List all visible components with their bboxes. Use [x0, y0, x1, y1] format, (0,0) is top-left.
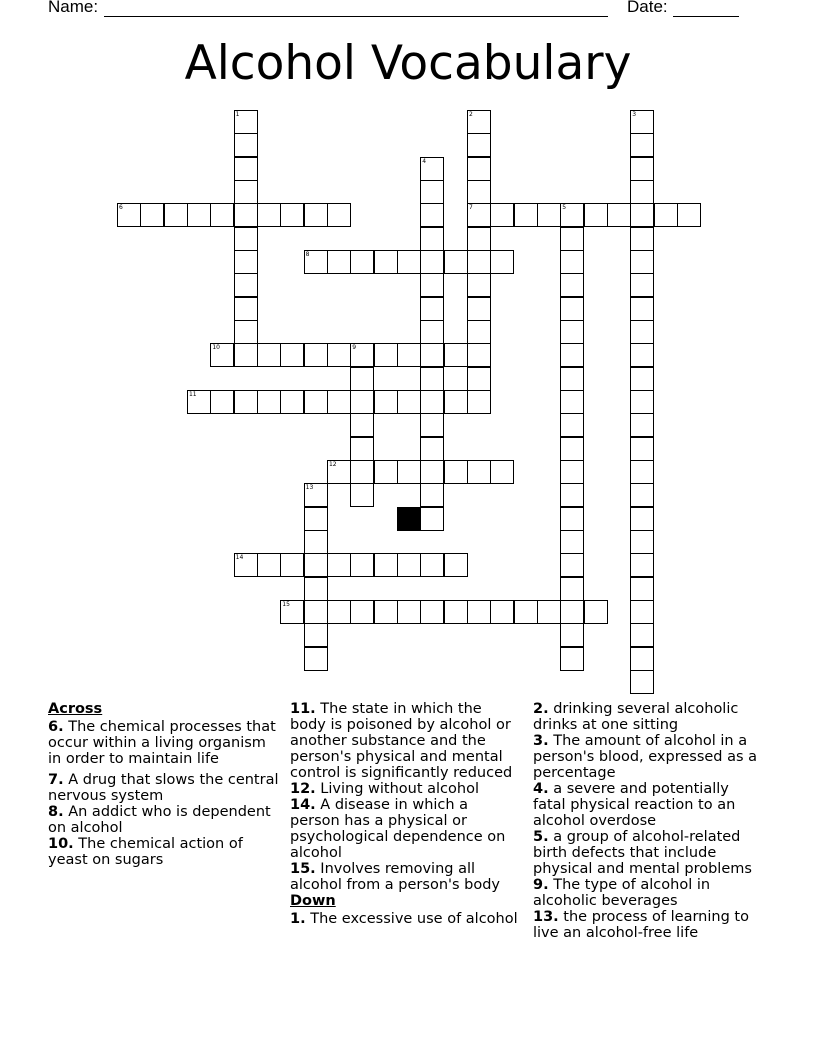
crossword-cell[interactable] [560, 273, 584, 297]
crossword-cell[interactable] [630, 343, 654, 367]
crossword-cell[interactable] [560, 343, 584, 367]
crossword-cell[interactable] [397, 250, 421, 274]
crossword-cell[interactable] [490, 600, 514, 624]
black-square [397, 507, 421, 531]
crossword-cell[interactable] [560, 320, 584, 344]
clue-text: A drug that slows the central nervous system [48, 772, 279, 804]
crossword-cell[interactable] [280, 600, 304, 624]
clue-column-2 [290, 701, 522, 927]
crossword-cell[interactable] [630, 460, 654, 484]
crossword-cell[interactable] [560, 413, 584, 437]
crossword-cell[interactable] [630, 180, 654, 204]
crossword-cell[interactable] [630, 623, 654, 647]
crossword-cell[interactable] [630, 297, 654, 321]
cell-number: 12 [328, 460, 337, 468]
crossword-cell[interactable] [210, 343, 234, 367]
crossword-cell[interactable] [374, 250, 398, 274]
crossword-cell[interactable] [420, 203, 444, 227]
clue-text: The excessive use of alcohol [310, 911, 518, 927]
clue-text: a severe and potentially fatal physical reaction to an alcohol overdose [533, 781, 736, 829]
crossword-cell[interactable] [420, 553, 444, 577]
crossword-cell[interactable] [187, 203, 211, 227]
crossword-cell[interactable] [327, 460, 351, 484]
crossword-cell[interactable] [560, 437, 584, 461]
crossword-cell[interactable] [630, 133, 654, 157]
crossword-cell[interactable] [444, 390, 468, 414]
clue-item [533, 781, 765, 829]
crossword-cell[interactable] [420, 273, 444, 297]
cell-number: 7 [468, 204, 473, 212]
crossword-cell[interactable] [560, 553, 584, 577]
clue-number: 4. [533, 781, 549, 797]
crossword-cell[interactable] [584, 203, 608, 227]
crossword-cell[interactable] [257, 390, 281, 414]
crossword-cell[interactable] [444, 343, 468, 367]
crossword-cell[interactable] [374, 600, 398, 624]
crossword-cell[interactable] [327, 203, 351, 227]
crossword-cell[interactable] [560, 600, 584, 624]
across-heading: Across [48, 701, 103, 717]
crossword-cell[interactable] [467, 297, 491, 321]
crossword-cell[interactable] [420, 413, 444, 437]
crossword-cell[interactable] [420, 367, 444, 391]
crossword-cell[interactable] [420, 297, 444, 321]
crossword-cell[interactable] [514, 600, 538, 624]
crossword-cell[interactable] [234, 320, 258, 344]
crossword-cell[interactable] [467, 600, 491, 624]
crossword-cell[interactable] [350, 600, 374, 624]
crossword-cell[interactable] [327, 250, 351, 274]
clue-item [290, 701, 522, 781]
crossword-cell[interactable] [630, 670, 654, 694]
crossword-cell[interactable] [234, 390, 258, 414]
crossword-cell[interactable] [257, 203, 281, 227]
crossword-cell[interactable] [350, 437, 374, 461]
clue-text: a group of alcohol-related birth defects that include physical and mental problems [533, 829, 752, 877]
crossword-cell[interactable] [444, 250, 468, 274]
clue-number: 9. [533, 877, 549, 893]
crossword-cell[interactable] [140, 203, 164, 227]
down-heading: Down [290, 893, 336, 909]
crossword-cell[interactable] [630, 250, 654, 274]
crossword-cell[interactable] [514, 203, 538, 227]
crossword-cell[interactable] [397, 600, 421, 624]
crossword-cell[interactable] [467, 273, 491, 297]
crossword-cell[interactable] [374, 553, 398, 577]
crossword-cell[interactable] [374, 390, 398, 414]
crossword-cell[interactable] [467, 460, 491, 484]
crossword-cell[interactable] [607, 203, 631, 227]
crossword-cell[interactable] [164, 203, 188, 227]
clue-item [290, 861, 522, 893]
crossword-cell[interactable] [560, 483, 584, 507]
crossword-cell[interactable] [444, 553, 468, 577]
crossword-cell[interactable] [304, 600, 328, 624]
clue-item [290, 781, 522, 797]
cell-number: 8 [305, 250, 310, 258]
crossword-cell[interactable] [350, 343, 374, 367]
clue-item [48, 772, 280, 804]
clue-item [533, 829, 765, 877]
crossword-cell[interactable] [444, 600, 468, 624]
clue-number: 3. [533, 733, 549, 749]
cell-number: 15 [282, 600, 290, 608]
clue-number: 6. [48, 719, 64, 735]
crossword-cell[interactable] [560, 203, 584, 227]
crossword-cell[interactable] [420, 157, 444, 181]
crossword-cell[interactable] [560, 250, 584, 274]
crossword-cell[interactable] [630, 227, 654, 251]
crossword-cell[interactable] [327, 343, 351, 367]
crossword-cell[interactable] [630, 320, 654, 344]
crossword-cell[interactable] [304, 483, 328, 507]
clue-text: A disease in which a person has a physical or psychological dependence on alcohol [290, 797, 506, 861]
clue-number: 2. [533, 701, 549, 717]
crossword-cell[interactable] [234, 297, 258, 321]
crossword-cell[interactable] [350, 413, 374, 437]
crossword-cell[interactable] [350, 390, 374, 414]
crossword-cell[interactable] [420, 250, 444, 274]
crossword-cell[interactable] [304, 553, 328, 577]
clue-item [48, 836, 280, 868]
crossword-cell[interactable] [350, 367, 374, 391]
crossword-cell[interactable] [304, 250, 328, 274]
crossword-cell[interactable] [420, 343, 444, 367]
crossword-cell[interactable] [630, 647, 654, 671]
crossword-cell[interactable] [560, 390, 584, 414]
cell-number: 13 [305, 484, 314, 492]
clue-text: The state in which the body is poisoned by alcohol or another substance and the person's physical and mental control is significantly reduced [290, 701, 513, 781]
clue-text: The type of alcohol in alcoholic beverages [533, 877, 711, 909]
crossword-cell[interactable] [560, 227, 584, 251]
crossword-cell[interactable] [630, 203, 654, 227]
crossword-cell[interactable] [210, 390, 234, 414]
clue-item [48, 719, 280, 767]
clue-item [290, 797, 522, 861]
cell-number: 2 [468, 111, 473, 118]
cell-number: 14 [235, 554, 244, 562]
crossword-cell[interactable] [630, 577, 654, 601]
crossword-cell[interactable] [304, 530, 328, 554]
cell-number: 5 [562, 204, 567, 212]
crossword-cell[interactable] [304, 390, 328, 414]
crossword-cell[interactable] [234, 110, 258, 134]
crossword-cell[interactable] [467, 227, 491, 251]
crossword-cell[interactable] [397, 553, 421, 577]
crossword-cell[interactable] [630, 530, 654, 554]
crossword-cell[interactable] [234, 157, 258, 181]
crossword-cell[interactable] [280, 203, 304, 227]
cell-number: 10 [212, 344, 220, 352]
clue-item [533, 877, 765, 909]
crossword-cell[interactable] [350, 460, 374, 484]
cell-number: 9 [352, 344, 357, 352]
crossword-cell[interactable] [490, 250, 514, 274]
clue-text: Living without alcohol [320, 781, 479, 797]
crossword-cell[interactable] [467, 343, 491, 367]
crossword-cell[interactable] [234, 203, 258, 227]
crossword-cell[interactable] [397, 390, 421, 414]
crossword-cell[interactable] [467, 367, 491, 391]
date-label: Date: [627, 0, 668, 16]
crossword-cell[interactable] [397, 343, 421, 367]
crossword-cell[interactable] [467, 133, 491, 157]
crossword-cell[interactable] [327, 553, 351, 577]
crossword-cell[interactable] [234, 250, 258, 274]
crossword-cell[interactable] [420, 227, 444, 251]
crossword-cell[interactable] [257, 343, 281, 367]
crossword-cell[interactable] [350, 483, 374, 507]
crossword-cell[interactable] [350, 553, 374, 577]
crossword-cell[interactable] [630, 413, 654, 437]
crossword-cell[interactable] [490, 203, 514, 227]
crossword-cell[interactable] [490, 460, 514, 484]
crossword-cell[interactable] [560, 460, 584, 484]
cell-number: 6 [119, 204, 123, 212]
crossword-cell[interactable] [257, 553, 281, 577]
crossword-cell[interactable] [630, 483, 654, 507]
crossword-cell[interactable] [374, 343, 398, 367]
crossword-cell[interactable] [630, 110, 654, 134]
crossword-cell[interactable] [560, 647, 584, 671]
clue-item [533, 733, 765, 781]
clue-text: The chemical action of yeast on sugars [48, 836, 243, 868]
crossword-cell[interactable] [234, 273, 258, 297]
clue-item [48, 804, 280, 836]
crossword-cell[interactable] [630, 367, 654, 391]
cell-number: 11 [188, 390, 197, 398]
crossword-cell[interactable] [560, 623, 584, 647]
crossword-cell[interactable] [280, 553, 304, 577]
crossword-cell[interactable] [560, 507, 584, 531]
cell-number: 3 [632, 111, 637, 118]
crossword-cell[interactable] [374, 460, 398, 484]
clue-text: An addict who is dependent on alcohol [48, 804, 271, 836]
crossword-cell[interactable] [210, 203, 234, 227]
crossword-cell[interactable] [304, 647, 328, 671]
crossword-cell[interactable] [560, 367, 584, 391]
crossword-cell[interactable] [467, 250, 491, 274]
name-label: Name: [48, 0, 99, 16]
clue-column-3 [533, 701, 765, 941]
crossword-cell[interactable] [420, 437, 444, 461]
clue-number: 15. [290, 861, 316, 877]
crossword-cell[interactable] [350, 250, 374, 274]
clue-text: the process of learning to live an alcohol-free life [533, 909, 749, 941]
crossword-cell[interactable] [420, 390, 444, 414]
clue-number: 10. [48, 836, 74, 852]
crossword-cell[interactable] [677, 203, 701, 227]
clue-item [533, 909, 765, 941]
clue-text: drinking several alcoholic drinks at one sitting [533, 701, 739, 733]
crossword-cell[interactable] [234, 227, 258, 251]
crossword-cell[interactable] [304, 623, 328, 647]
crossword-cell[interactable] [654, 203, 678, 227]
crossword-cell[interactable] [537, 600, 561, 624]
clue-number: 11. [290, 701, 316, 717]
cell-number: 1 [235, 111, 240, 118]
crossword-cell[interactable] [420, 507, 444, 531]
clue-number: 14. [290, 797, 316, 813]
crossword-cell[interactable] [630, 553, 654, 577]
clue-number: 5. [533, 829, 549, 845]
clue-number: 1. [290, 911, 306, 927]
crossword-cell[interactable] [630, 390, 654, 414]
crossword-cell[interactable] [397, 460, 421, 484]
crossword-cell[interactable] [630, 507, 654, 531]
crossword-cell[interactable] [630, 437, 654, 461]
crossword-cell[interactable] [467, 203, 491, 227]
crossword-cell[interactable] [467, 180, 491, 204]
puzzle-title: Alcohol Vocabulary [184, 36, 632, 91]
crossword-cell[interactable] [560, 577, 584, 601]
crossword-cell[interactable] [467, 110, 491, 134]
crossword-cell[interactable] [280, 343, 304, 367]
crossword-cell[interactable] [420, 180, 444, 204]
crossword-cell[interactable] [304, 507, 328, 531]
crossword-cell[interactable] [420, 600, 444, 624]
clue-text: The amount of alcohol in a person's blood, expressed as a percentage [533, 733, 758, 781]
clue-item [533, 701, 765, 733]
crossword-cell[interactable] [537, 203, 561, 227]
crossword-cell[interactable] [467, 320, 491, 344]
clue-item [290, 911, 522, 927]
crossword-cell[interactable] [234, 343, 258, 367]
clue-number: 7. [48, 772, 64, 788]
crossword-cell[interactable] [420, 460, 444, 484]
crossword-cell[interactable] [234, 133, 258, 157]
crossword-cell[interactable] [630, 600, 654, 624]
crossword-cell[interactable] [560, 530, 584, 554]
crossword-cell[interactable] [304, 343, 328, 367]
clue-text: The chemical processes that occur within a living organism in order to maintain life [48, 719, 276, 767]
crossword-cell[interactable] [420, 483, 444, 507]
cell-number: 4 [422, 157, 427, 165]
clue-number: 12. [290, 781, 316, 797]
crossword-cell[interactable] [304, 577, 328, 601]
crossword-cell[interactable] [467, 157, 491, 181]
crossword-cell[interactable] [187, 390, 211, 414]
crossword-cell[interactable] [584, 600, 608, 624]
clue-column-1 [48, 701, 280, 868]
crossword-cell[interactable] [444, 460, 468, 484]
crossword-cell[interactable] [327, 600, 351, 624]
crossword-cell[interactable] [280, 390, 304, 414]
crossword-cell[interactable] [630, 273, 654, 297]
crossword-cell[interactable] [467, 390, 491, 414]
crossword-cell[interactable] [234, 180, 258, 204]
clue-number: 13. [533, 909, 559, 925]
crossword-cell[interactable] [117, 203, 141, 227]
crossword-cell[interactable] [560, 297, 584, 321]
clue-text: Involves removing all alcohol from a person's body [290, 861, 501, 893]
crossword-cell[interactable] [234, 553, 258, 577]
crossword-cell[interactable] [630, 157, 654, 181]
crossword-cell[interactable] [420, 320, 444, 344]
crossword-cell[interactable] [327, 390, 351, 414]
crossword-cell[interactable] [304, 203, 328, 227]
clue-number: 8. [48, 804, 64, 820]
